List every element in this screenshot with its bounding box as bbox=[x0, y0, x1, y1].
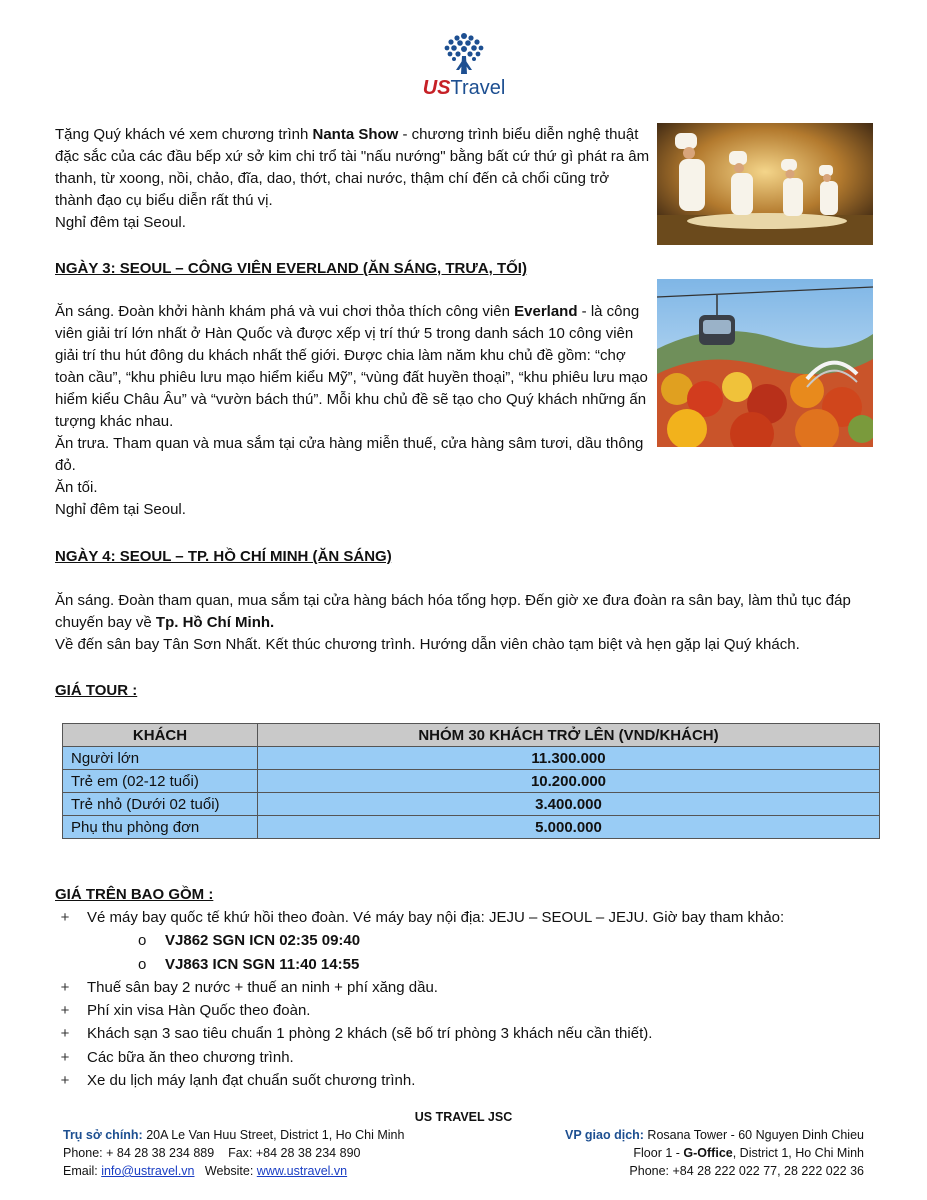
office-floor-a: Floor 1 - bbox=[633, 1146, 684, 1160]
list-item-text: Xe du lịch máy lạnh đạt chuẩn suốt chương trình. bbox=[87, 1072, 416, 1090]
plus-bullet-icon: + bbox=[60, 909, 70, 926]
row-label: Người lớn bbox=[63, 747, 258, 770]
list-item bbox=[58, 1022, 898, 1045]
row-value: 5.000.000 bbox=[258, 816, 880, 839]
office-label: VP giao dịch: bbox=[565, 1128, 644, 1142]
website-link[interactable]: www.ustravel.vn bbox=[256, 1164, 348, 1178]
footer-head-office bbox=[63, 1126, 404, 1180]
includes-heading: GIÁ TRÊN BAO GỒM : bbox=[55, 886, 214, 903]
office-floor-b: , District 1, Ho Chi Minh bbox=[732, 1146, 864, 1160]
day4-heading: NGÀY 4: SEOUL – TP. HỒ CHÍ MINH (ĂN SÁNG) bbox=[55, 548, 392, 565]
logo-wordmark bbox=[412, 78, 516, 98]
nanta-show-name: Nanta Show bbox=[312, 126, 399, 143]
day3-heading: NGÀY 3: SEOUL – CÔNG VIÊN EVERLAND (ĂN SÁNG, TRƯA, TỐI) bbox=[55, 260, 527, 277]
logo-travel: Travel bbox=[450, 77, 506, 99]
table-row bbox=[63, 747, 880, 770]
plus-bullet-icon: + bbox=[60, 1025, 70, 1043]
circle-bullet-icon: o bbox=[138, 932, 147, 950]
day3-overnight: Nghỉ đêm tại Seoul. bbox=[55, 501, 186, 518]
circle-bullet-icon: o bbox=[138, 955, 147, 973]
everland-photo bbox=[657, 279, 873, 447]
list-item bbox=[58, 1046, 898, 1069]
row-value: 3.400.000 bbox=[258, 793, 880, 816]
list-item bbox=[58, 906, 898, 929]
table-row bbox=[63, 816, 880, 839]
list-item bbox=[58, 1069, 898, 1092]
col-group-header: NHÓM 30 KHÁCH TRỞ LÊN (VND/KHÁCH) bbox=[258, 724, 880, 747]
office-phone: Phone: +84 28 222 022 77, 28 222 022 36 bbox=[629, 1164, 864, 1178]
plus-bullet-icon: + bbox=[60, 1002, 70, 1020]
plus-bullet-icon: + bbox=[60, 1048, 70, 1066]
price-table bbox=[62, 723, 880, 839]
office-address: Rosana Tower - 60 Nguyen Dinh Chieu bbox=[643, 1128, 864, 1142]
day2-overnight: Nghỉ đêm tại Seoul. bbox=[55, 214, 186, 231]
list-item-text: Phí xin visa Hàn Quốc theo đoàn. bbox=[87, 1002, 311, 1020]
list-item-text: Thuế sân bay 2 nước + thuế an ninh + phí xăng dầu. bbox=[87, 978, 438, 996]
flight-item bbox=[58, 929, 898, 952]
price-table-header bbox=[63, 724, 880, 747]
nanta-show-paragraph bbox=[55, 124, 650, 234]
day3-text-a: Ăn sáng. Đoàn khởi hành khám phá và vui chơi thỏa thích công viên bbox=[55, 303, 515, 320]
list-item-text: Vé máy bay quốc tế khứ hồi theo đoàn. Vé máy bay nội địa: JEJU – SEOUL – JEJU. Giờ bay tham khảo: bbox=[87, 909, 785, 926]
list-item bbox=[58, 999, 898, 1022]
website-label: Website: bbox=[194, 1164, 257, 1178]
nanta-description: - chương trình biểu diễn nghệ thuật đặc sắc của các đầu bếp xứ sở kim chi trổ tài "nấu nướng" bằng bất cứ thứ gì phát ra âm thanh, từ xoong, nồi, chảo, đĩa, dao, thớt, chai nước, thậm chí đến cả chổi cũng trở thành đạo cụ biểu diễn rất thú vị. bbox=[55, 126, 650, 209]
flight-text: VJ863 ICN SGN 11:40 14:55 bbox=[165, 955, 360, 973]
table-row bbox=[63, 770, 880, 793]
row-value: 10.200.000 bbox=[258, 770, 880, 793]
day3-dinner: Ăn tối. bbox=[55, 479, 98, 496]
hq-phone: Phone: + 84 28 38 234 889 Fax: +84 28 38 234 890 bbox=[63, 1146, 361, 1160]
office-floor-bold: G-Office bbox=[683, 1146, 733, 1160]
day4-paragraph bbox=[55, 590, 875, 656]
row-label: Phụ thu phòng đơn bbox=[63, 816, 258, 839]
price-heading: GIÁ TOUR : bbox=[55, 682, 138, 699]
list-item bbox=[58, 976, 898, 999]
nanta-show-photo bbox=[657, 123, 873, 245]
includes-list bbox=[58, 906, 898, 1092]
row-label: Trẻ em (02-12 tuổi) bbox=[63, 770, 258, 793]
day3-paragraph bbox=[55, 301, 650, 521]
row-label: Trẻ nhỏ (Dưới 02 tuổi) bbox=[63, 793, 258, 816]
flight-text: VJ862 SGN ICN 02:35 09:40 bbox=[165, 932, 361, 950]
plus-bullet-icon: + bbox=[60, 978, 70, 996]
day4-text-a: Ăn sáng. Đoàn tham quan, mua sắm tại cửa hàng bách hóa tổng hợp. Đến giờ xe đưa đoàn ra sân bay, làm thủ tục đáp chuyến bay về bbox=[55, 592, 851, 631]
footer-company: US TRAVEL JSC bbox=[414, 1110, 513, 1124]
hq-address: 20A Le Van Huu Street, District 1, Ho Chi Minh bbox=[142, 1128, 405, 1142]
table-row bbox=[63, 793, 880, 816]
day4-arrival: Về đến sân bay Tân Sơn Nhất. Kết thúc chương trình. Hướng dẫn viên chào tạm biệt và hẹn gặp lại Quý khách. bbox=[55, 636, 800, 653]
nanta-intro: Tặng Quý khách vé xem chương trình bbox=[55, 126, 313, 143]
plus-bullet-icon: + bbox=[60, 1072, 70, 1090]
tree-logo-icon bbox=[440, 30, 488, 76]
list-item-text: Các bữa ăn theo chương trình. bbox=[87, 1048, 294, 1066]
logo-us: US bbox=[422, 77, 451, 99]
email-link[interactable]: info@ustravel.vn bbox=[101, 1164, 195, 1178]
col-guest-header: KHÁCH bbox=[63, 724, 258, 747]
flight-item bbox=[58, 953, 898, 976]
email-label: Email: bbox=[63, 1164, 102, 1178]
hq-label: Trụ sở chính: bbox=[63, 1128, 143, 1142]
list-item-text: Khách sạn 3 sao tiêu chuẩn 1 phòng 2 khách (sẽ bố trí phòng 3 khách nếu cần thiết). bbox=[87, 1025, 653, 1043]
day3-text-b: - là công viên giải trí lớn nhất ở Hàn Quốc và được xếp vị trí thứ 5 trong danh sách 10 công viên giải trí thu hút đông du khách nhất thế giới. Được chia làm năm khu chủ đề gồm: “chợ toàn cầu”, “khu phiêu lưu mạo hiểm kiểu Mỹ”, “vùng đất huyền thoại”, “khu phiêu lưu mạo hiểm kiểu Châu Âu” và “vườn bách thú”. Mỗi khu chủ đề sẽ tạo cho Quý khách những ấn tượng khác nhau. bbox=[55, 303, 648, 430]
us-travel-logo bbox=[412, 30, 516, 102]
everland-name: Everland bbox=[514, 303, 578, 320]
day3-lunch: Ăn trưa. Tham quan và mua sắm tại cửa hàng miễn thuế, cửa hàng sâm tươi, dầu thông đỏ. bbox=[55, 435, 644, 474]
day4-destination: Tp. Hồ Chí Minh. bbox=[155, 614, 275, 631]
row-value: 11.300.000 bbox=[258, 747, 880, 770]
footer-office bbox=[565, 1126, 864, 1180]
